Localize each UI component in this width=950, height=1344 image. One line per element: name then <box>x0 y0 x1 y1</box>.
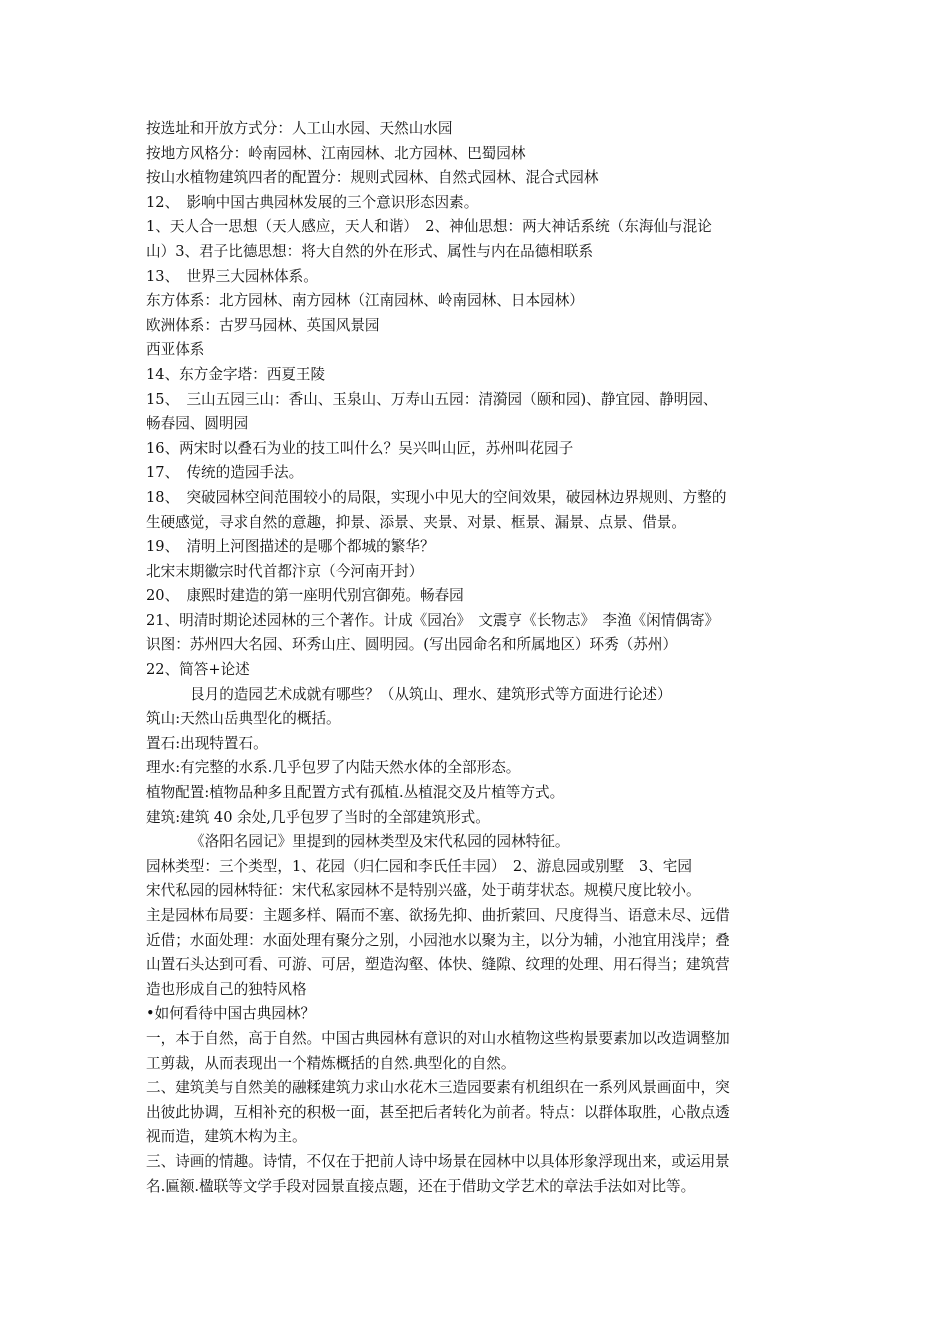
text-line: •如何看待中国古典园林？ <box>146 1005 316 1023</box>
text-line: 《洛阳名园记》里提到的园林类型及宋代私园的园林特征。 <box>190 833 570 851</box>
text-line: 植物配置:植物品种多且配置方式有孤植.丛植混交及片植等方式。 <box>146 784 565 802</box>
text-line: 14、东方金字塔：西夏王陵 <box>146 365 326 383</box>
text-line: 18、 突破园林空间范围较小的局限，实现小中见大的空间效果，破园林边界规则、方整的 <box>146 488 727 506</box>
text-line: 按山水植物建筑四者的配置分：规则式园林、自然式园林、混合式园林 <box>146 169 599 187</box>
text-line: 1、天人合一思想（天人感应，天人和谐） 2、神仙思想：两大神话系统（东海仙与混论 <box>146 218 712 236</box>
text-line: 建筑:建筑 40 余处,几乎包罗了当时的全部建筑形式。 <box>146 808 490 826</box>
text-line: 13、 世界三大园林体系。 <box>146 267 318 285</box>
text-line: 近借；水面处理：水面处理有聚分之别，小园池水以聚为主，以分为辅，小池宜用浅岸；叠 <box>146 931 730 949</box>
text-line: 理水:有完整的水系.几乎包罗了内陆天然水体的全部形态。 <box>146 759 521 777</box>
text-line: 置石:出现特置石。 <box>146 734 268 752</box>
text-line: 按地方风格分：岭南园林、江南园林、北方园林、巴蜀园林 <box>146 144 526 162</box>
text-line: 19、 清明上河图描述的是哪个都城的繁华？ <box>146 538 435 556</box>
text-line: 15、 三山五园三山：香山、玉泉山、万寿山五园：清漪园（颐和园)、静宜园、静明园、 <box>146 390 718 408</box>
text-line: 21、明清时期论述园林的三个著作。计成《园冶》 文震亨《长物志》 李渔《闲情偶寄》 <box>146 611 720 629</box>
text-line: 二、建筑美与自然美的融糅建筑力求山水花木三造园要素有机组织在一系列风景画面中，突 <box>146 1079 730 1097</box>
text-line: 16、两宋时以叠石为业的技工叫什么？吴兴叫山匠，苏州叫花园子 <box>146 439 574 457</box>
text-line: 出彼此协调，互相补充的积极一面，甚至把后者转化为前者。特点：以群体取胜，心散点透 <box>146 1103 730 1121</box>
text-line: 园林类型：三个类型，1、花园（归仁园和李氏任丰园） 2、游息园或别墅 3、宅园 <box>146 857 692 875</box>
text-line: 22、简答+论述 <box>146 661 250 679</box>
text-line: 17、 传统的造园手法。 <box>146 464 304 482</box>
text-line: 艮月的造园艺术成就有哪些？（从筑山、理水、建筑形式等方面进行论述） <box>190 685 672 703</box>
text-line: 按选址和开放方式分：人工山水园、天然山水园 <box>146 120 453 137</box>
text-line: 畅春园、圆明园 <box>146 415 249 433</box>
text-line: 山）3、君子比德思想：将大自然的外在形式、属性与内在品德相联系 <box>146 242 594 260</box>
text-line: 造也形成自己的独特风格 <box>146 980 307 998</box>
text-line: 12、 影响中国古典园林发展的三个意识形态因素。 <box>146 193 479 211</box>
text-line: 西亚体系 <box>146 341 205 359</box>
text-line: 工剪裁，从而表现出一个精炼概括的自然.典型化的自然。 <box>146 1054 516 1072</box>
text-line: 主是园林布局要：主题多样、隔而不塞、欲扬先抑、曲折萦回、尺度得当、语意未尽、远借 <box>146 907 730 924</box>
document-body <box>146 117 810 1199</box>
text-line: 东方体系：北方园林、南方园林（江南园林、岭南园林、日本园林） <box>146 292 584 310</box>
text-line: 宋代私园的园林特征：宋代私家园林不是特别兴盛，处于萌芽状态。规模尺度比较小。 <box>146 882 701 900</box>
text-line: 名.匾额.楹联等文学手段对园景直接点题，还在于借助文学艺术的章法手法如对比等。 <box>146 1177 696 1195</box>
text-line: 视而造，建筑木构为主。 <box>146 1128 307 1146</box>
text-line: 生硬感觉，寻求自然的意趣，抑景、添景、夹景、对景、框景、漏景、点景、借景。 <box>146 513 686 531</box>
text-line: 识图：苏州四大名园、环秀山庄、圆明园。(写出园命名和所属地区）环秀（苏州） <box>146 636 678 654</box>
text-line: 三、诗画的情趣。诗情，不仅在于把前人诗中场景在园林中以具体形象浮现出来，或运用景 <box>146 1152 730 1170</box>
text-line: 一，本于自然，高于自然。中国古典园林有意识的对山水植物这些构景要素加以改造调整加 <box>146 1029 730 1047</box>
text-line: 筑山:天然山岳典型化的概括。 <box>146 710 341 728</box>
text-line: 北宋末期徽宗时代首都汴京（今河南开封） <box>146 562 424 580</box>
text-line: 20、 康熙时建造的第一座明代别宫御苑。畅春园 <box>146 587 464 605</box>
text-line: 山置石头达到可看、可游、可居，塑造沟壑、体快、缝隙、纹理的处理、用石得当；建筑营 <box>146 956 730 974</box>
text-line: 欧洲体系：古罗马园林、英国风景园 <box>146 316 380 334</box>
